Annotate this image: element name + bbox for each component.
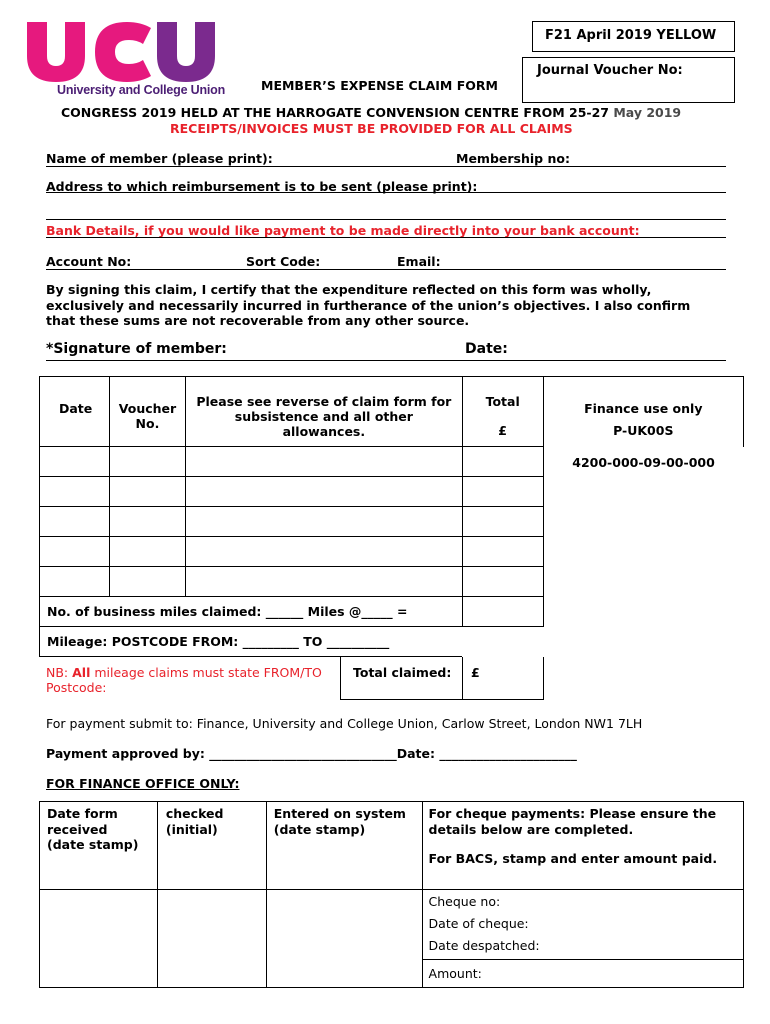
claim-cell[interactable] xyxy=(462,447,543,477)
membership-label: Membership no: xyxy=(456,151,570,166)
header-total: Total £ xyxy=(462,377,543,447)
cheque-details xyxy=(422,890,743,988)
address-line[interactable] xyxy=(46,192,726,193)
signature-line[interactable] xyxy=(46,360,726,361)
claim-cell[interactable] xyxy=(462,507,543,537)
claim-cell[interactable] xyxy=(40,567,110,597)
claim-cell[interactable] xyxy=(40,537,110,567)
claim-cell[interactable] xyxy=(109,507,185,537)
claim-cell[interactable] xyxy=(462,537,543,567)
claim-cell[interactable] xyxy=(185,507,462,537)
date-received-header: Date form received (date stamp) xyxy=(40,802,158,890)
address-label: Address to which reimbursement is to be sent (please print): xyxy=(46,179,478,194)
address-line-2[interactable] xyxy=(46,219,726,220)
total-claimed-value[interactable]: £ xyxy=(471,665,480,680)
logo-letter-u2 xyxy=(157,22,215,82)
total-claimed-box xyxy=(340,657,544,700)
congress-date: May 2019 xyxy=(608,105,682,120)
name-label: Name of member (please print): xyxy=(46,151,273,166)
congress-main: CONGRESS 2019 HELD AT THE HARROGATE CONVENSION CENTRE FROM 25-27 xyxy=(61,105,609,120)
journal-voucher-label: Journal Voucher No: xyxy=(537,63,683,78)
edition-label: F21 April 2019 YELLOW xyxy=(545,28,717,43)
date-of-cheque-field[interactable]: Date of cheque: xyxy=(428,916,529,931)
header-finance: Finance use only P-UK00S xyxy=(543,377,743,447)
cheque-no-field[interactable]: Cheque no: xyxy=(428,894,501,909)
miles-row[interactable]: No. of business miles claimed: ______ Miles @_____ = xyxy=(40,597,463,627)
date-despatched-field[interactable]: Date despatched: xyxy=(423,934,743,960)
form-title: MEMBER’S EXPENSE CLAIM FORM xyxy=(261,78,498,93)
claim-cell[interactable] xyxy=(185,477,462,507)
header-description: Please see reverse of claim form for subsistence and all other allowances. xyxy=(185,377,462,447)
miles-total-cell[interactable] xyxy=(462,597,543,627)
congress-line xyxy=(61,105,681,120)
claim-cell[interactable] xyxy=(40,507,110,537)
name-line[interactable] xyxy=(46,166,726,167)
certification-line-1: By signing this claim, I certify that the expenditure reflected on this form was wholly, xyxy=(46,282,652,297)
journal-voucher-box[interactable] xyxy=(522,57,735,103)
claim-cell[interactable] xyxy=(40,447,110,477)
header-date: Date xyxy=(40,377,110,447)
receipts-notice: RECEIPTS/INVOICES MUST BE PROVIDED FOR ALL CLAIMS xyxy=(170,121,573,136)
certification-text xyxy=(46,282,690,329)
entered-cell[interactable] xyxy=(266,890,422,988)
certification-line-3: that these sums are not recoverable from any other source. xyxy=(46,313,470,328)
account-label: Account No: xyxy=(46,254,132,269)
claim-cell[interactable] xyxy=(462,567,543,597)
cheque-instructions: For cheque payments: Please ensure the details below are completed. For BACS, stamp and enter amount paid. xyxy=(422,802,743,890)
ucu-logo xyxy=(23,20,219,84)
submit-to-text: For payment submit to: Finance, University and College Union, Carlow Street, London NW1 7LH xyxy=(46,716,643,731)
logo-letter-u1 xyxy=(27,22,85,82)
amount-field[interactable]: Amount: xyxy=(428,966,482,981)
checked-header: checked (initial) xyxy=(157,802,266,890)
mileage-note: NB: All mileage claims must state FROM/TO Postcode: xyxy=(46,665,322,695)
signature-date-label: Date: xyxy=(465,341,508,357)
logo-letter-c xyxy=(95,22,151,82)
entered-header: Entered on system (date stamp) xyxy=(266,802,422,890)
header-voucher: Voucher No. xyxy=(109,377,185,447)
finance-account-code: 4200-000-09-00-000 xyxy=(543,447,743,477)
claim-cell[interactable] xyxy=(185,537,462,567)
finance-office-heading: FOR FINANCE OFFICE ONLY: xyxy=(46,776,240,791)
bank-line[interactable] xyxy=(46,237,726,238)
payment-approved-line[interactable]: Payment approved by: ______________________________Date: ______________________ xyxy=(46,746,577,761)
claim-cell[interactable] xyxy=(40,477,110,507)
edition-box xyxy=(532,21,735,52)
claim-cell[interactable] xyxy=(462,477,543,507)
signature-label: *Signature of member: xyxy=(46,341,227,357)
finance-office-table xyxy=(39,801,744,988)
logo-subtitle: University and College Union xyxy=(57,83,226,97)
claim-cell[interactable] xyxy=(185,447,462,477)
claim-cell[interactable] xyxy=(185,567,462,597)
claim-cell[interactable] xyxy=(109,537,185,567)
claims-table xyxy=(39,376,744,657)
certification-line-2: exclusively and necessarily incurred in furtherance of the union’s objectives. I also confirm xyxy=(46,297,691,313)
checked-cell[interactable] xyxy=(157,890,266,988)
claim-cell[interactable] xyxy=(109,447,185,477)
total-claimed-label: Total claimed: xyxy=(353,665,452,680)
sort-code-label: Sort Code: xyxy=(246,254,321,269)
date-received-cell[interactable] xyxy=(40,890,158,988)
claim-cell[interactable] xyxy=(109,567,185,597)
email-label: Email: xyxy=(397,254,441,269)
account-line[interactable] xyxy=(46,269,726,270)
claim-cell[interactable] xyxy=(109,477,185,507)
mileage-postcode-row[interactable]: Mileage: POSTCODE FROM: _________ TO __________ xyxy=(40,627,463,657)
bank-label: Bank Details, if you would like payment to be made directly into your bank account: xyxy=(46,223,640,238)
